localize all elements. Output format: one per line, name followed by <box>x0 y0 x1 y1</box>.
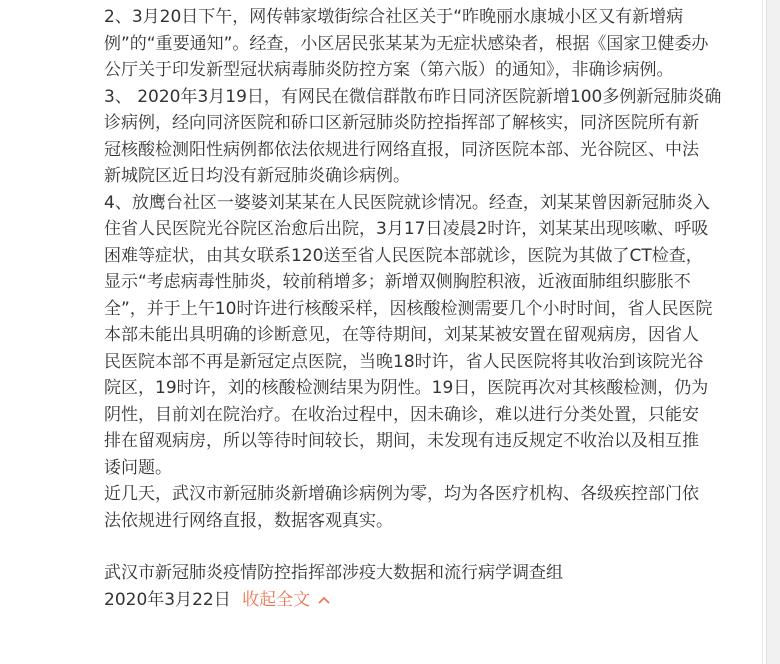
chevron-up-icon <box>318 595 330 605</box>
post-text-line: 例”的“重要通知”。经查，小区居民张某某为无症状感染者，根据《国家卫健委办 <box>104 33 709 54</box>
post-text-line: 诊病例，经向同济医院和硚口区新冠肺炎防控指挥部了解核实，同济医院所有新 <box>104 113 699 133</box>
post-paragraph <box>104 4 760 84</box>
post-text-line: 2、3月20日下午，网传韩家墩街综合社区关于“昨晚丽水康城小区又有新增病 <box>104 7 684 27</box>
post-paragraph <box>104 481 760 534</box>
post-text-line: 诿问题。 <box>104 457 172 478</box>
post-text-line: 排在留观病房，所以等待时间较长，期间，未发现有违反规定不收治以及相互推 <box>104 431 699 451</box>
post-text-line: 民医院本部不再是新冠定点医院，当晚18时许，省人民医院将其收治到该院光谷 <box>104 351 704 372</box>
content-border <box>762 0 763 664</box>
post-text-line: 新城院区近日均没有新冠肺炎确诊病例。 <box>104 166 410 186</box>
post-paragraph <box>104 190 760 482</box>
post-date: 2020年3月22日 <box>104 589 231 610</box>
post-text-line: 公厅关于印发新型冠状病毒肺炎防控方案（第六版）的通知》，非确诊病例。 <box>104 60 674 80</box>
post-text-line: 住省人民医院光谷院区治愈后出院，3月17日凌晨2时许，刘某某出现咳嗽、呼吸 <box>104 219 709 239</box>
post-text-line: 3、 2020年3月19日，有网民在微信群散布昨日同济医院新增100多例新冠肺炎确 <box>104 86 722 107</box>
post-text-line: 本部未能出具明确的诊断意见，在等待期间，刘某某被安置在留观病房，因省人 <box>104 325 699 345</box>
post-body <box>104 4 760 613</box>
post-footer <box>104 587 760 614</box>
collapse-label: 收起全文 <box>242 589 311 610</box>
post-text-line: 院区，19时许，刘的核酸检测结果为阴性。19日，医院再次对其核酸检测，仍为 <box>104 378 709 398</box>
post-text-line: 阴性，目前刘在院治疗。在收治过程中，因未确诊，难以进行分类处置，只能安 <box>104 404 699 425</box>
post-text-line: 近几天，武汉市新冠肺炎新增确诊病例为零，均为各医疗机构、各级疾控部门依 <box>104 484 699 504</box>
post-text-line: 4、放鹰台社区一婆婆刘某某在人民医院就诊情况。经查，刘某某曾因新冠肺炎入 <box>104 192 710 213</box>
post-signature: 武汉市新冠肺炎疫情防控指挥部涉疫大数据和流行病学调查组 <box>104 563 563 583</box>
post-text-line: 全”，并于上午10时许进行核酸采样，因核酸检测需要几个小时时间，省人民医院 <box>104 298 713 319</box>
scrollbar[interactable] <box>766 0 780 664</box>
post-text-line: 显示“考虑病毒性肺炎，较前稍增多；新增双侧胸腔积液，近液面肺组织膨胀不 <box>104 272 691 292</box>
post-text-line: 冠核酸检测阳性病例都依法依规进行网络直报，同济医院本部、光谷院区、中法 <box>104 139 699 160</box>
post-paragraph <box>104 84 760 190</box>
post-text-line: 法依规进行网络直报，数据客观真实。 <box>104 510 393 531</box>
collapse-full-text-link[interactable] <box>242 590 330 610</box>
post-text-line: 困难等症状，由其女联系120送至省人民医院本部就诊，医院为其做了CT检查， <box>104 245 703 266</box>
post-text <box>104 4 760 534</box>
